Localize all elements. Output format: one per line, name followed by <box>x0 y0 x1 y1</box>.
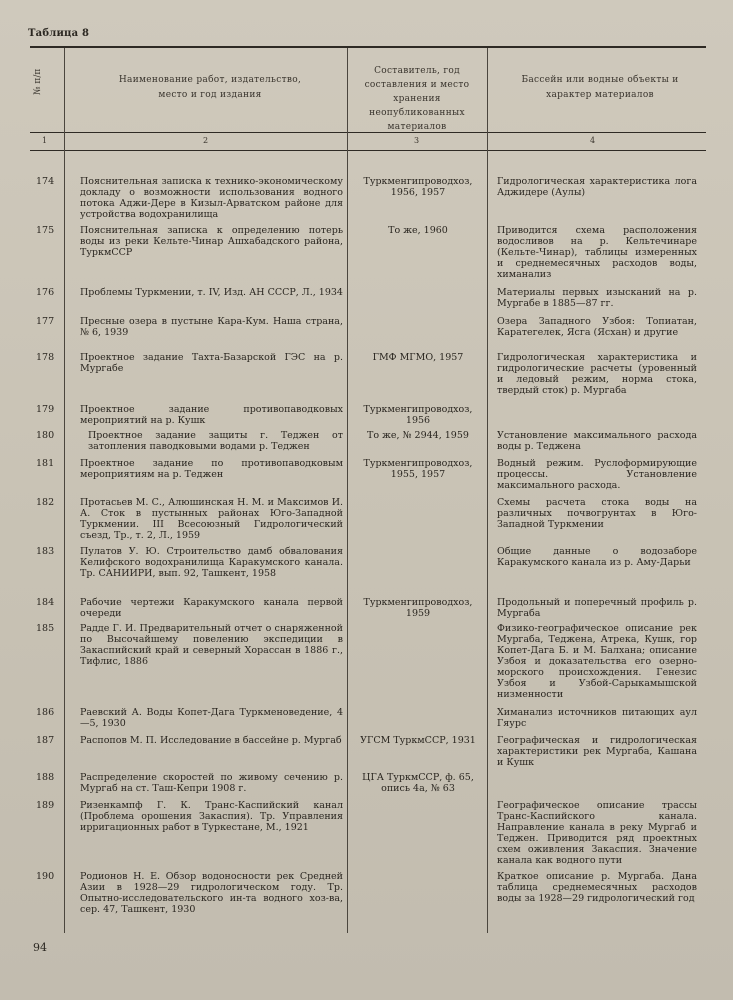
row-number: 175 <box>36 225 55 236</box>
row-work: Родионов Н. Е. Обзор водоносности рек Средней Азии в 1928—29 гидрологическом году. Тр. Опытно-исследовательского ин-та водного хоз-ва, сер. 47, Ташкент, 1930 <box>80 871 343 915</box>
row-author: ГМФ МГМО, 1957 <box>372 352 464 363</box>
row-number: 178 <box>36 352 55 363</box>
row-author: То же, № 2944, 1959 <box>367 430 469 441</box>
row-number: 185 <box>36 623 55 634</box>
column-divider-1 <box>64 48 65 933</box>
row-work: Раевский А. Воды Копет-Дага Туркменоведение, 4—5, 1930 <box>80 707 343 729</box>
header-number-4: 4 <box>590 136 596 145</box>
row-work: Пулатов У. Ю. Строительство дамб обвалования Келифского водохранилища Каракумского канала. Тр. САНИИРИ, вып. 92, Ташкент, 1958 <box>80 546 343 579</box>
row-number: 186 <box>36 707 55 718</box>
row-basin: Приводится схема расположения водосливов на р. Кельтечинаре (Кельте-Чинар), таблицы измеренных и среднемесячных расходов воды, химанализ <box>497 225 697 280</box>
row-number: 174 <box>36 176 55 187</box>
row-basin: Гидрологическая характеристика и гидрологические расчеты (уровенный и ледовый режим, норма стока, твердый сток) р. Мургаба <box>497 352 697 396</box>
header-number-3: 3 <box>414 136 420 145</box>
row-author: Туркменгипроводхоз, 1956 <box>363 404 473 426</box>
row-number: 190 <box>36 871 55 882</box>
row-number: 177 <box>36 316 55 327</box>
row-author: Туркменгипроводхоз, 1959 <box>363 597 473 619</box>
row-work: Протасьев М. С., Алюшинская Н. М. и Максимов И. А. Сток в пустынных районах Юго-Западной Туркмении. III Всесоюзный Гидрологический съезд, Тр., т. 2, Л., 1959 <box>80 497 343 541</box>
header-number-2: 2 <box>203 136 209 145</box>
row-author: Туркменгипроводхоз, 1956, 1957 <box>363 176 473 198</box>
header-number-1: 1 <box>42 136 48 145</box>
header-author-column: Составитель, год составления и место хранения неопубликованных материалов <box>364 66 470 132</box>
column-divider-3 <box>487 48 488 933</box>
row-number: 187 <box>36 735 55 746</box>
row-author: Туркменгипроводхоз, 1955, 1957 <box>363 458 473 480</box>
row-basin: Общие данные о водозаборе Каракумского канала из р. Аму-Дарьи <box>497 546 697 568</box>
row-work: Радде Г. И. Предварительный отчет о снаряженной по Высочайшему повелению экспедиции в Закаспийский край и северный Хорассан в 1886 г., Тифлис, 1886 <box>80 623 343 667</box>
row-author: ЦГА ТуркмССР, ф. 65, опись 4а, № 63 <box>362 772 474 794</box>
row-basin: Продольный и поперечный профиль р. Мургаба <box>497 597 697 619</box>
row-work: Пояснительная записка к определению потерь воды из реки Кельте-Чинар Ашхабадского района, ТуркмССР <box>80 225 343 258</box>
header-number-column: № п/п <box>33 68 43 95</box>
row-work: Распопов М. П. Исследование в бассейне р. Мургаб <box>80 735 342 746</box>
row-work: Рабочие чертежи Каракумского канала первой очереди <box>80 597 343 619</box>
row-basin: Материалы первых изысканий на р. Мургабе в 1885—87 гг. <box>497 287 697 309</box>
row-work: Пояснительная записка к технико-экономическому докладу о возможности использования водного потока Аджи-Дере в Кизыл-Арватском районе для устройства водохранилища <box>80 176 343 220</box>
page-number: 94 <box>33 941 47 954</box>
row-basin: Химанализ источников питающих аул Гяурс <box>497 707 697 729</box>
row-number: 188 <box>36 772 55 783</box>
row-number: 189 <box>36 800 55 811</box>
row-work: Проектное задание защиты г. Теджен от затопления паводковыми водами р. Теджен <box>88 430 343 452</box>
row-number: 183 <box>36 546 55 557</box>
row-work: Проектное задание Тахта-Базарской ГЭС на р. Мургабе <box>80 352 343 374</box>
row-basin: Схемы расчета стока воды на различных почвогрунтах в Юго-Западной Туркмении <box>497 497 697 530</box>
row-work: Пресные озера в пустыне Кара-Кум. Наша страна, № 6, 1939 <box>80 316 343 338</box>
row-basin: Физико-географическое описание рек Мургаба, Теджена, Атрека, Кушк, гор Копет-Дага Б. и М. Балхана; описание Узбоя и доказательства его озерно-морского происхождения. Генезис Узбоя и Узбой-Сарыкамышской низменности <box>497 623 697 700</box>
row-basin: Краткое описание р. Мургаба. Дана таблица среднемесячных расходов воды за 1928—29 гидрологический год <box>497 871 697 904</box>
row-work: Проектное задание по противопаводковым мероприятиям на р. Теджен <box>80 458 343 480</box>
row-basin: Водный режим. Руслоформирующие процессы. Установление максимального расхода. <box>497 458 697 491</box>
row-work: Ризенкампф Г. К. Транс-Каспийский канал (Проблема орошения Закаспия). Тр. Управления ирригационных работ в Туркестане, М., 1921 <box>80 800 343 833</box>
row-basin: Гидрологическая характеристика лога Аджидере (Аулы) <box>497 176 697 198</box>
row-number: 182 <box>36 497 55 508</box>
row-basin: Установление максимального расхода воды р. Теджена <box>497 430 697 452</box>
row-basin: Географическое описание трассы Транс-Каспийского канала. Направление канала в реку Мургаб и Теджен. Приводится ряд проектных схем оживления Закаспия. Значение канала как водного пути <box>497 800 697 866</box>
header-basin-column: Бассейн или водные объекты и характер материалов <box>521 75 679 100</box>
row-basin: Озера Западного Узбоя: Топиатан, Каратегелек, Ясга (Ясхан) и другие <box>497 316 697 338</box>
row-work: Проектное задание противопаводковых мероприятий на р. Кушк <box>80 404 343 426</box>
row-work: Распределение скоростей по живому сечению р. Мургаб на ст. Таш-Кепри 1908 г. <box>80 772 343 794</box>
row-number: 181 <box>36 458 55 469</box>
row-work: Проблемы Туркмении, т. IV, Изд. АН СССР, Л., 1934 <box>80 287 343 298</box>
row-number: 179 <box>36 404 55 415</box>
row-number: 180 <box>36 430 55 441</box>
header-top-rule <box>30 46 706 48</box>
row-basin: Географическая и гидрологическая характеристики рек Мургаба, Кашана и Кушк <box>497 735 697 768</box>
row-author: То же, 1960 <box>388 225 448 236</box>
header-works-column: Наименование работ, издательство, место и год издания <box>118 75 302 100</box>
row-number: 176 <box>36 287 55 298</box>
column-divider-2 <box>347 48 348 933</box>
row-number: 184 <box>36 597 55 608</box>
header-bottom-rule <box>30 150 706 151</box>
table-label: Таблица 8 <box>28 28 90 39</box>
row-author: УГСМ ТуркмССР, 1931 <box>360 735 476 746</box>
